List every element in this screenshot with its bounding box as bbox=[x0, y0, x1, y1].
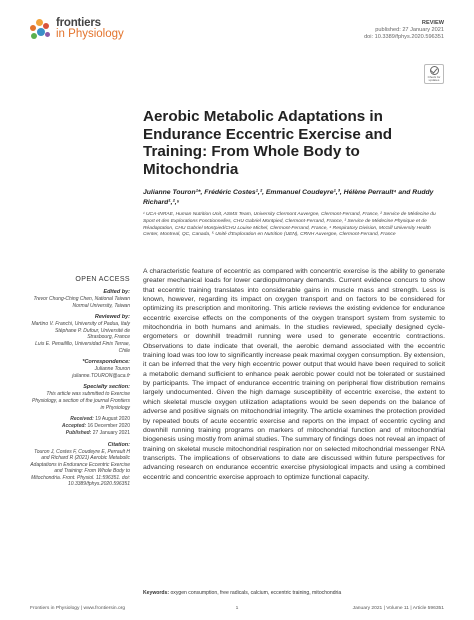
article-info-sidebar bbox=[30, 276, 130, 488]
specialty-section-label: Specialty section: bbox=[83, 384, 130, 391]
journal-name: in Physiology bbox=[56, 28, 124, 40]
citation-text: Touron J, Costes F, Coudeyre E, Perrault H and Richard R (2021) Aerobic Metabolic Adaptations in Endurance Eccentric Exercise and Training: From Whole Body to Mitochondria. Front. Physiol. 11:596351. doi: 10.3389/fphys.2020.596351 bbox=[30, 448, 130, 488]
accepted-date: 16 December 2020 bbox=[87, 422, 130, 429]
page-footer bbox=[30, 606, 444, 614]
affiliations: ¹ UCA-INRAE, Human Nutrition Unit, ASMS Team, University Clermont Auvergne, Clermont-Ferrand, France, ² Service de Médecine du Sport et des Explorations Fonctionnelles, CHU Gabriel Montpied, Clermont-Ferrand, France, ³ Service de Médecine Physique et de Réadaptation, CHU Gabriel Montpied/CHU Louise Michel, Clermont-Ferrand, France, ⁴ Respiratory Division, McGill University Health Center, Montreal, QC, Canada, ⁵ Unité d'Exploration en Nutrition (UEN), CRNH Auvergne, Clermont-Ferrand, France bbox=[143, 212, 436, 238]
published-date: published: 27 January 2021 bbox=[375, 27, 444, 33]
footer-journal-link[interactable]: Frontiers in Physiology | www.frontiersin.org bbox=[30, 606, 126, 611]
frontiers-logo-icon bbox=[30, 19, 52, 41]
journal-logo[interactable] bbox=[30, 18, 124, 41]
reviewer: Luis E. Penailillo, Universidad Finis Terrae, Chile bbox=[35, 340, 130, 354]
author-list: Julianne Touron¹*, Frédéric Costes¹,², Emmanuel Coudeyre¹,³, Hélène Perrault⁴ and Ruddy Richard¹,²,⁵ bbox=[143, 189, 434, 206]
article-title: Aerobic Metabolic Adaptations in Endurance Eccentric Exercise and Training: From Whole Body to Mitochondria bbox=[143, 108, 393, 178]
keywords-list: oxygen consumption, free radicals, calcium, eccentric training, mitochondria bbox=[170, 590, 342, 596]
check-icon bbox=[430, 66, 439, 75]
correspondence-email[interactable]: julianne.TOURON@uca.fr bbox=[72, 372, 130, 379]
received-row: Received: 19 August 2020 bbox=[70, 416, 130, 423]
accepted-row: Accepted: 16 December 2020 bbox=[61, 422, 130, 429]
reviewer: Martino V. Franchi, University of Padua, Italy bbox=[31, 321, 130, 328]
keywords-label: Keywords: bbox=[143, 590, 170, 596]
footer-issue-info: January 2021 | Volume 11 | Article 596351 bbox=[352, 606, 444, 611]
brand-name: frontiers bbox=[56, 17, 101, 29]
check-for-updates-label: Check for updates bbox=[427, 75, 441, 82]
abstract: A characteristic feature of eccentric as compared with concentric exercise is the ability to generate greater mechanical loads for lower cardiopulmonary demands. Current evidence concurs to show that eccentric training translates into considerable gains in muscle mass and strength. Less is known, however, regarding its impact on oxygen transport and on factors to be considered for optimizing its prescription and monitoring. This article reviews the existing evidence for endurance eccentric exercise effects on the components of the oxygen transport system from systemic to mitochondria in both humans and animals. In the studies reviewed, specially designed cycle-ergometers or downhill treadmill running were used to generate eccentric contractions. Observations to date indicate that overall, the aerobic demand associated with the eccentric training load was too low to significantly increase peak maximal oxygen consumption. By extension, it can be inferred that the very high eccentric power output that would have been required to solicit a metabolic demand sufficient to enhance peak aerobic power could not be tolerated or sustained by participants. The impact of endurance eccentric training on peripheral flow distribution remains largely undocumented. Given the high damage susceptibility of eccentric exercise, the extent to which skeletal muscle oxygen utilization adaptations would be seen depends on the balance of adverse and positive signals on mitochondrial integrity. The article examines the protection provided by repeated bouts of acute eccentric exercise and reports on the impact of eccentric cycling and downhill running training programs on markers of mitochondrial function and of mitochondrial biogenesis using mostly from animal studies. The summary of findings does not reveal an impact of training on skeletal muscle mitochondrial respiration nor on selected mitochondrial messenger RNA transcripts. The implications of observations to date are discussed within future perspectives for advancing research on endurance eccentric exercise physiological impacts and using a combined eccentric and concentric exercise approach to optimize functional capacity. bbox=[143, 268, 445, 481]
doi[interactable]: doi: 10.3389/fphys.2020.596351 bbox=[364, 34, 444, 40]
published-row: Published: 27 January 2021 bbox=[65, 429, 130, 436]
reviewed-by-label: Reviewed by: bbox=[94, 314, 130, 321]
reviewer: Stéphane P. Dufour, Université de Strasbourg, France bbox=[55, 327, 130, 341]
check-for-updates-badge[interactable] bbox=[424, 64, 444, 84]
keywords bbox=[143, 590, 445, 596]
correspondence-name: Julianne Touron bbox=[94, 366, 130, 373]
edited-by-label: Edited by: bbox=[103, 289, 130, 295]
article-meta bbox=[364, 20, 444, 41]
editor: Trevor Chung-Ching Chen, National Taiwan Normal University, Taiwan bbox=[33, 296, 130, 309]
specialty-section-text: This article was submitted to Exercise Physiology, a section of the journal Frontiers in Physiology bbox=[31, 391, 130, 411]
article-type: REVIEW bbox=[421, 20, 444, 26]
received-date: 19 August 2020 bbox=[95, 416, 130, 423]
published-date-sidebar: 27 January 2021 bbox=[92, 429, 130, 436]
correspondence-label: *Correspondence: bbox=[82, 359, 130, 366]
open-access-label: OPEN ACCESS bbox=[75, 276, 130, 283]
citation-label: Citation: bbox=[107, 441, 130, 448]
page-number: 1 bbox=[235, 606, 239, 611]
